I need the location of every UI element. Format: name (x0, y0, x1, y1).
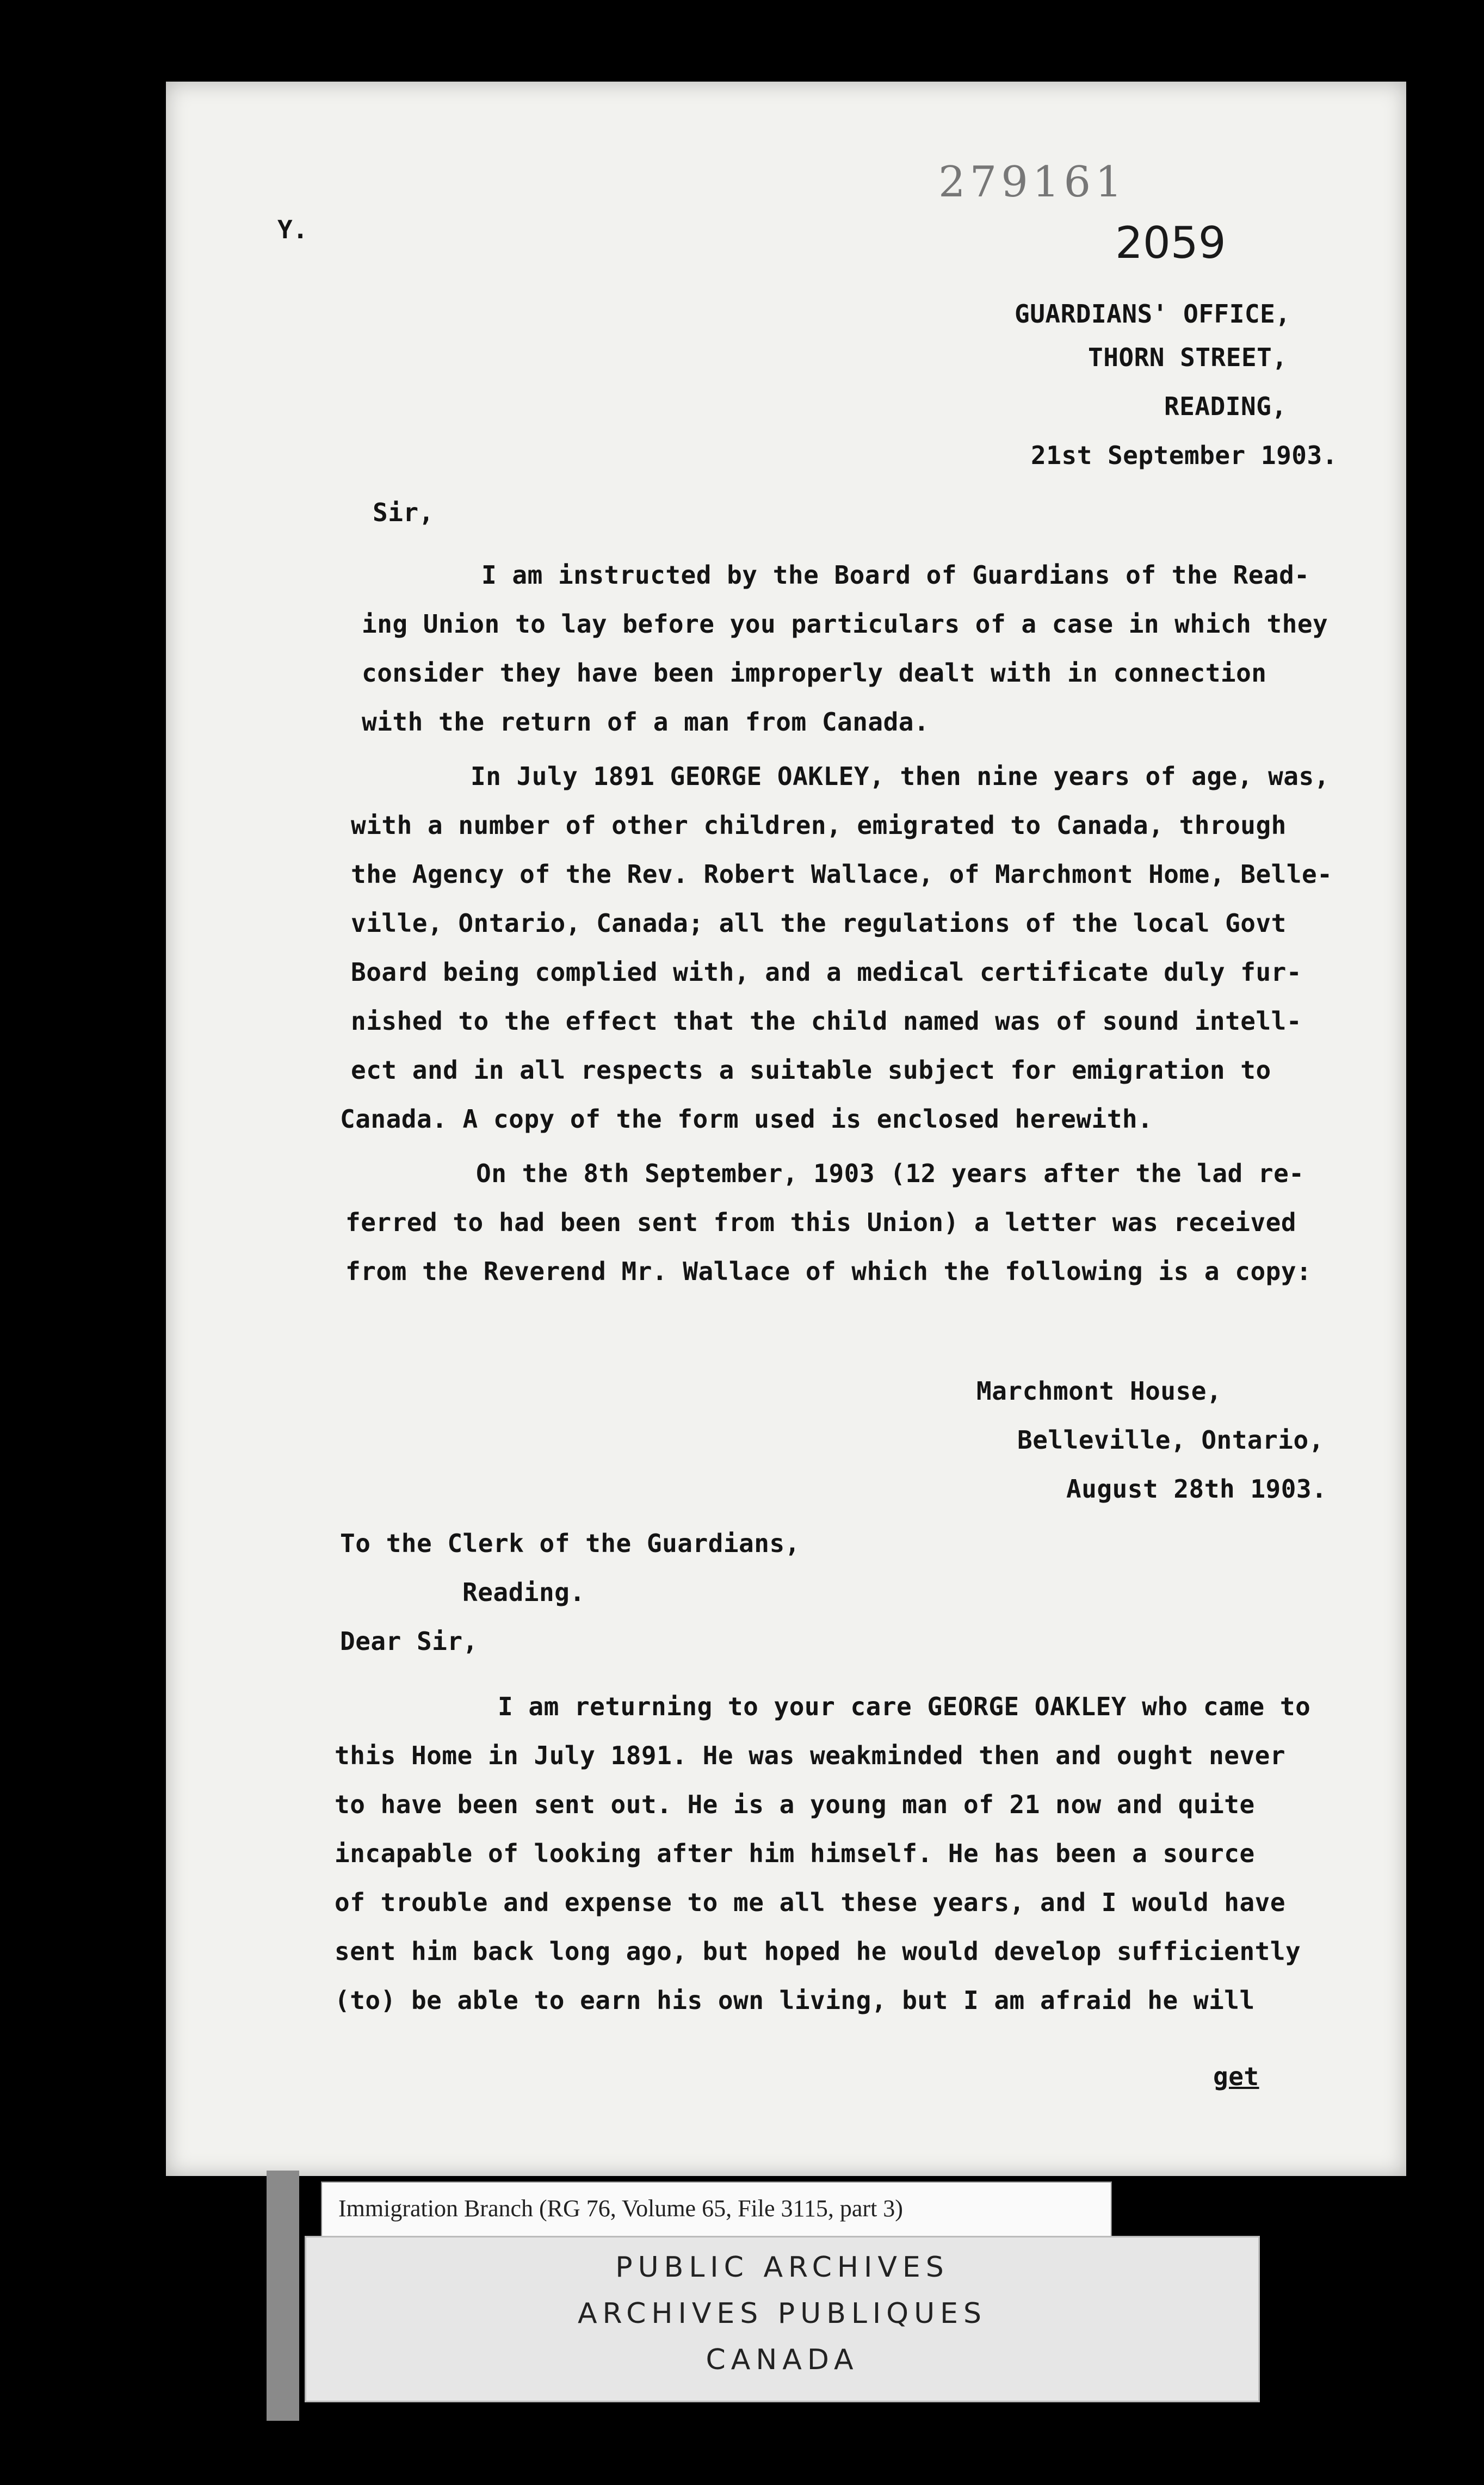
archive-card (305, 2236, 1260, 2402)
para2-line8: Canada. A copy of the form used is enclosed herewith. (340, 1104, 1153, 1134)
corner-mark: Y. (277, 215, 308, 244)
para2-line4: ville, Ontario, Canada; all the regulations of the local Govt (351, 908, 1287, 938)
quoted-address-line3: August 28th 1903. (1066, 1474, 1327, 1504)
quoted-line6: sent him back long ago, but hoped he would develop sufficiently (335, 1937, 1301, 1966)
para1-line1: I am instructed by the Board of Guardians of the Read- (481, 560, 1310, 590)
para2-line6: nished to the effect that the child named was of sound intell- (351, 1006, 1302, 1036)
archive-line-3: CANADA (706, 2344, 859, 2376)
reference-label (321, 2181, 1112, 2241)
letter-page (166, 82, 1406, 2176)
para2-line7: ect and in all respects a suitable subject for emigration to (351, 1055, 1271, 1085)
archive-line-2: ARCHIVES PUBLIQUES (577, 2297, 987, 2330)
address-line-1: GUARDIANS' OFFICE, (1015, 299, 1291, 329)
para2-line1: In July 1891 GEORGE OAKLEY, then nine years of age, was, (471, 762, 1330, 791)
quoted-salutation: Dear Sir, (340, 1627, 478, 1656)
para2-line3: the Agency of the Rev. Robert Wallace, of Marchmont Home, Belle- (351, 860, 1333, 889)
quoted-line2: this Home in July 1891. He was weakminded then and ought never (335, 1741, 1286, 1770)
film-edge (267, 2171, 299, 2421)
para1-line3: consider they have been improperly dealt with in connection (362, 658, 1267, 688)
quoted-to-line1: To the Clerk of the Guardians, (340, 1529, 800, 1558)
salutation: Sir, (373, 498, 434, 527)
para3-line3: from the Reverend Mr. Wallace of which the following is a copy: (345, 1257, 1312, 1286)
reference-text: Immigration Branch (RG 76, Volume 65, File 3115, part 3) (338, 2195, 903, 2222)
archive-line-1: PUBLIC ARCHIVES (615, 2251, 949, 2284)
quoted-line1: I am returning to your care GEORGE OAKLEY who came to (498, 1692, 1311, 1721)
catchword: get (1213, 2062, 1259, 2091)
para2-line2: with a number of other children, emigrated to Canada, through (351, 811, 1287, 840)
quoted-address-line2: Belleville, Ontario, (1017, 1425, 1324, 1455)
para1-line4: with the return of a man from Canada. (362, 707, 930, 737)
quoted-line7: (to) be able to earn his own living, but I am afraid he will (335, 1986, 1255, 2015)
quoted-line5: of trouble and expense to me all these years, and I would have (335, 1888, 1286, 1917)
quoted-address-line1: Marchmont House, (976, 1376, 1222, 1406)
para3-line2: ferred to had been sent from this Union) a letter was received (345, 1208, 1297, 1237)
archive-stamp-number: 279161 (938, 158, 1127, 207)
quoted-to-line2: Reading. (462, 1578, 585, 1607)
quoted-line3: to have been sent out. He is a young man of 21 now and quite (335, 1790, 1255, 1819)
file-number: 2059 (1115, 218, 1226, 268)
quoted-line4: incapable of looking after him himself. He has been a source (335, 1839, 1255, 1868)
para1-line2: ing Union to lay before you particulars of a case in which they (362, 609, 1328, 639)
para3-line1: On the 8th September, 1903 (12 years after the lad re- (476, 1159, 1304, 1188)
address-line-3: READING, (1164, 392, 1287, 421)
letter-date: 21st September 1903. (1031, 441, 1338, 470)
address-line-2: THORN STREET, (1088, 343, 1288, 372)
para2-line5: Board being complied with, and a medical certificate duly fur- (351, 957, 1302, 987)
